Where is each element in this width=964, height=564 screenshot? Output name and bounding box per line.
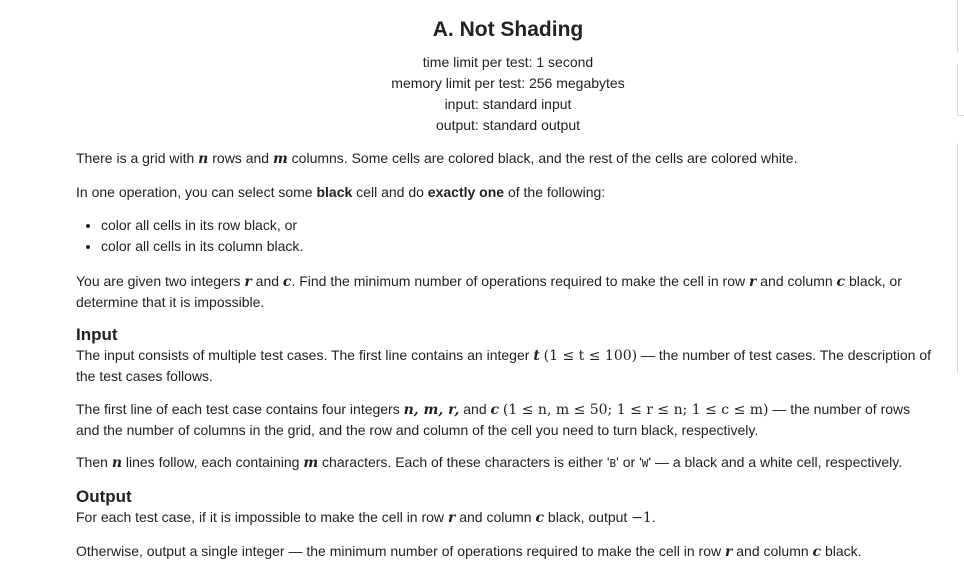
output-paragraph-1: For each test case, if it is impossible to make the cell in row r and column c black, output −1. [76,509,656,526]
sidebar-frame-edge [957,63,964,116]
input-paragraph-2: The first line of each test case contains four integers n, m, r, and c (1 ≤ n, m ≤ 50; 1 ≤ r ≤ n; 1 ≤ c ≤ m) — the number of rows and the number of columns in the grid, and the row and column of the cell you need to turn black, respectively. [76,401,911,438]
problem-limits [76,52,940,136]
input-spec: input: standard input [444,96,572,112]
problem-title: A. Not Shading [432,18,584,41]
statement-paragraph-3: You are given two integers r and c. Find the minimum number of operations required to make the cell in row r and column c black, or determine that it is impossible. [76,273,902,310]
input-paragraph-1: The input consists of multiple test cases. The first line contains an integer t (1 ≤ t ≤ 100) — the number of test cases. The description of the test cases follows. [76,347,932,384]
statement-paragraph-1: There is a grid with n rows and m columns. Some cells are colored black, and the rest of the cells are colored white. [76,150,798,167]
list-item: • color all cells in its row black, or [101,215,303,236]
statement-paragraph-2: In one operation, you can select some black cell and do exactly one of the following: [76,184,606,200]
input-section-title: Input [76,325,118,344]
sidebar-frame-edge [957,0,964,52]
output-paragraph-2: Otherwise, output a single integer — the minimum number of operations required to make the cell in row r and column c black. [76,543,862,560]
output-section-title: Output [76,487,132,506]
memory-limit: memory limit per test: 256 megabytes [391,75,625,91]
input-paragraph-3: Then n lines follow, each containing m characters. Each of these characters is either 'B' or 'W' — a black and a white cell, respectively. [76,454,903,471]
sidebar-frame-edge [957,143,964,373]
operations-list [76,215,303,257]
time-limit: time limit per test: 1 second [422,54,594,70]
output-spec: output: standard output [436,117,580,133]
list-item: • color all cells in its column black. [101,236,303,257]
